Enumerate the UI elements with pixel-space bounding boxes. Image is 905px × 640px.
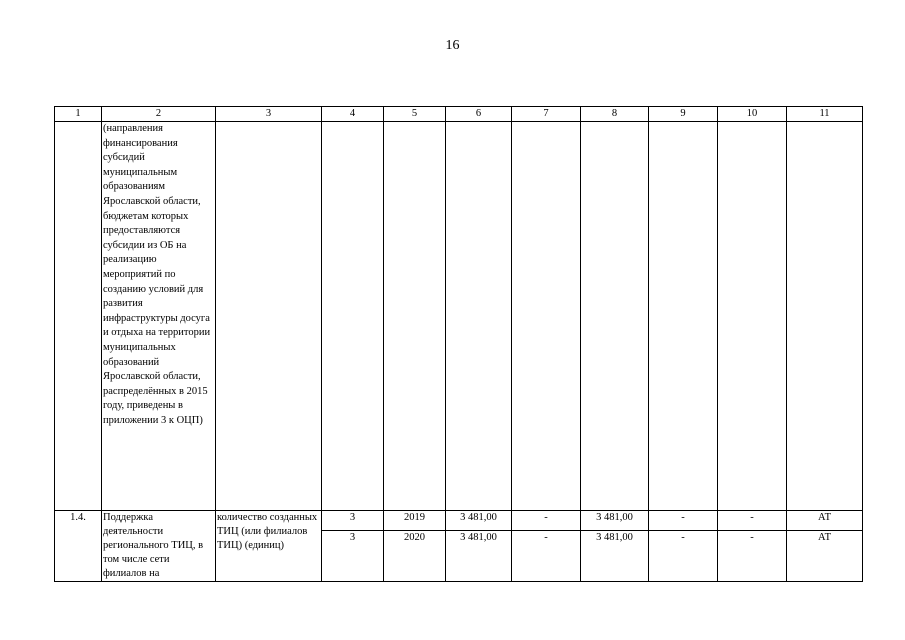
column-8-value: 3 481,00: [581, 511, 649, 531]
program-table: [54, 106, 863, 582]
indicator-value: 3: [322, 531, 384, 582]
column-number: 3: [216, 107, 322, 122]
column-7-value: -: [512, 511, 581, 531]
continuation-row: [55, 122, 863, 511]
column-number: 8: [581, 107, 649, 122]
column-number: 7: [512, 107, 581, 122]
total-amount: 3 481,00: [446, 531, 512, 582]
column-7-value: -: [512, 531, 581, 582]
column-9-value: -: [649, 531, 718, 582]
year: 2020: [384, 531, 446, 582]
continuation-description: (направления финансирования субсидий муниципальным образованиям Ярославской области, бюджетам которых предоставляются субсидии из ОБ на реализацию мероприятий по созданию условий для развития инфраструктуры досуга и отдыха на территории муниципальных образований Ярославской области, распределённых в 2015 году, приведены в приложении 3 к ОЦП): [102, 122, 216, 511]
year: 2019: [384, 511, 446, 531]
executor: АТ: [787, 511, 863, 531]
page-number: 16: [445, 38, 460, 53]
column-8-value: 3 481,00: [581, 531, 649, 582]
column-number: 4: [322, 107, 384, 122]
table-row: [55, 511, 863, 531]
column-number: 9: [649, 107, 718, 122]
column-number: 1: [55, 107, 102, 122]
column-number: 10: [718, 107, 787, 122]
item-number: 1.4.: [55, 511, 102, 582]
column-number: 5: [384, 107, 446, 122]
column-10-value: -: [718, 531, 787, 582]
column-9-value: -: [649, 511, 718, 531]
item-name: Поддержка деятельности регионального ТИЦ, в том числе сети филиалов на: [102, 511, 216, 582]
column-number: 11: [787, 107, 863, 122]
item-indicator: количество созданных ТИЦ (или филиалов ТИЦ) (единиц): [216, 511, 322, 582]
indicator-value: 3: [322, 511, 384, 531]
total-amount: 3 481,00: [446, 511, 512, 531]
column-10-value: -: [718, 511, 787, 531]
column-number: 2: [102, 107, 216, 122]
column-number: 6: [446, 107, 512, 122]
executor: АТ: [787, 531, 863, 582]
column-number-row: [55, 107, 863, 122]
